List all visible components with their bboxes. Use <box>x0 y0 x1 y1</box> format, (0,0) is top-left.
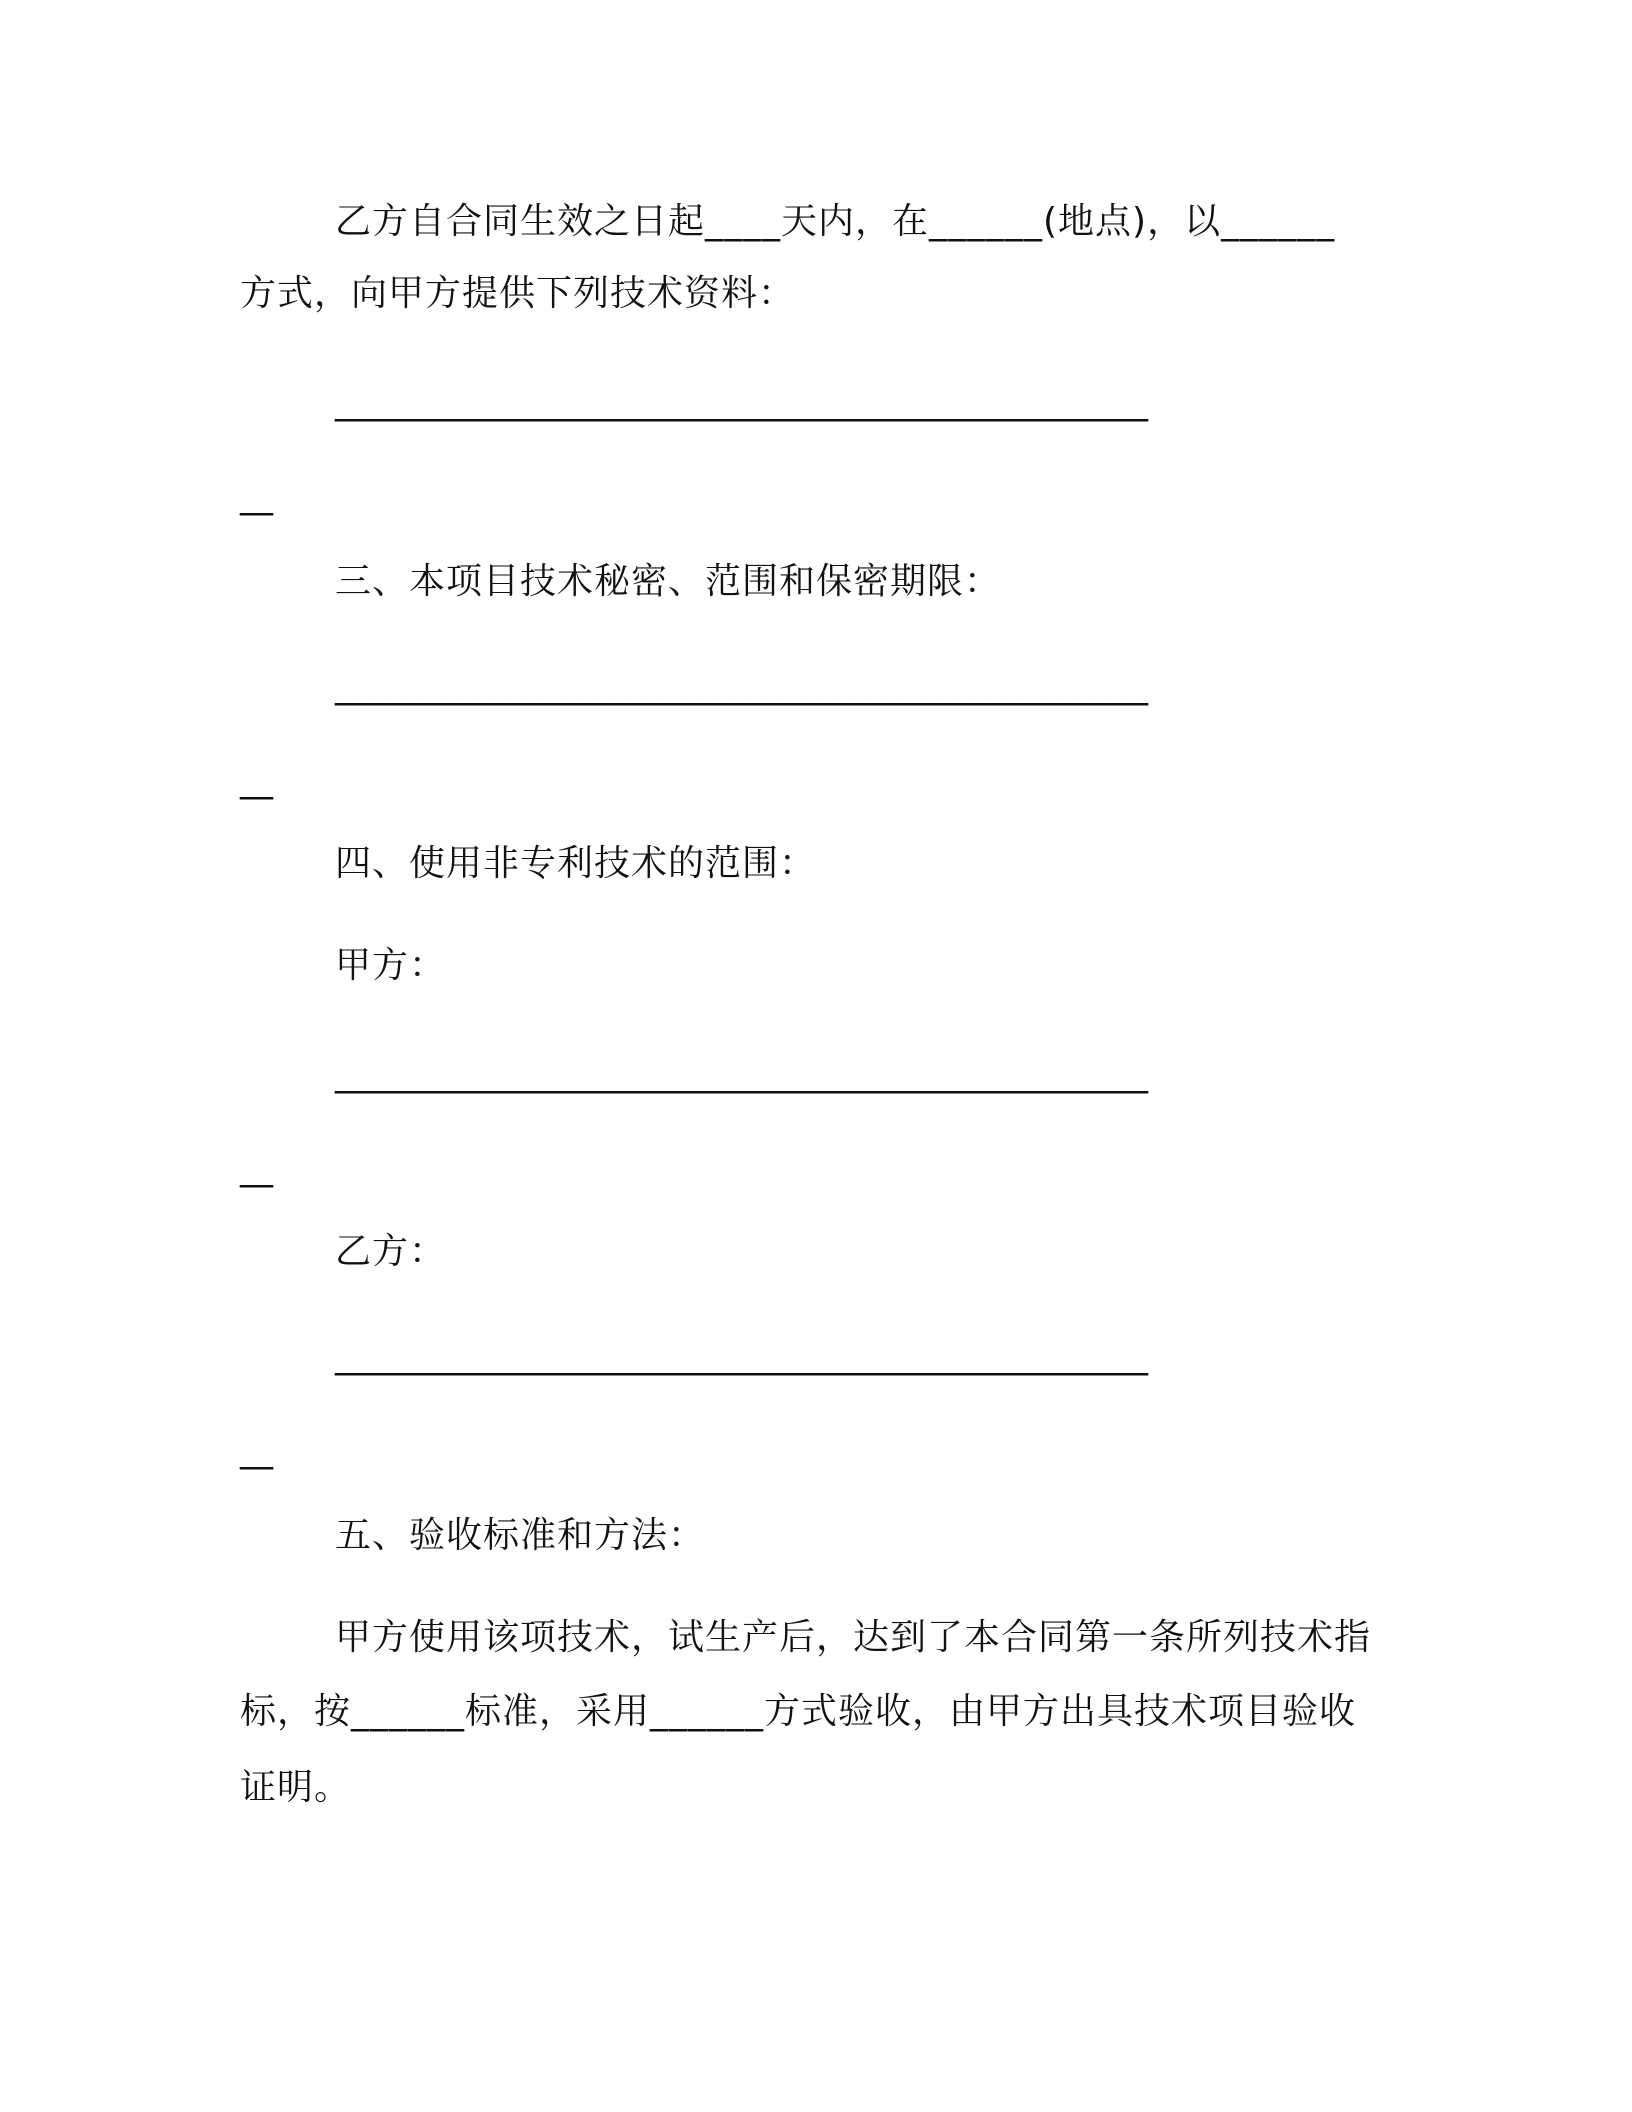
party-a-label: 甲方： <box>335 945 447 986</box>
paragraph-1-line-1: 乙方自合同生效之日起____天内，在______(地点)，以______ <box>335 201 1336 242</box>
section-5-line-2: 标，按______标准，采用______方式验收，由甲方出具技术项目验收 <box>240 1691 1357 1732</box>
blank-line-4-tail: __ <box>240 1429 270 1470</box>
blank-line-2-tail: __ <box>240 759 270 800</box>
section-5-heading: 五、验收标准和方法： <box>335 1515 706 1556</box>
blank-line-3-tail: __ <box>240 1147 270 1188</box>
section-5-line-3: 证明。 <box>240 1767 352 1808</box>
section-3-heading: 三、本项目技术秘密、范围和保密期限： <box>335 561 1002 602</box>
section-4-heading: 四、使用非专利技术的范围： <box>335 843 817 884</box>
blank-line-2: ______________________________________________________ <box>335 665 1145 706</box>
paragraph-1-line-2: 方式，向甲方提供下列技术资料： <box>240 273 796 314</box>
blank-line-3: ______________________________________________________ <box>335 1053 1145 1094</box>
party-b-label: 乙方： <box>335 1231 447 1272</box>
blank-line-1-tail: __ <box>240 475 270 516</box>
blank-line-4: ______________________________________________________ <box>335 1335 1145 1376</box>
blank-line-1: ______________________________________________________ <box>335 381 1145 422</box>
section-5-line-1: 甲方使用该项技术，试生产后，达到了本合同第一条所列技术指 <box>335 1617 1372 1658</box>
